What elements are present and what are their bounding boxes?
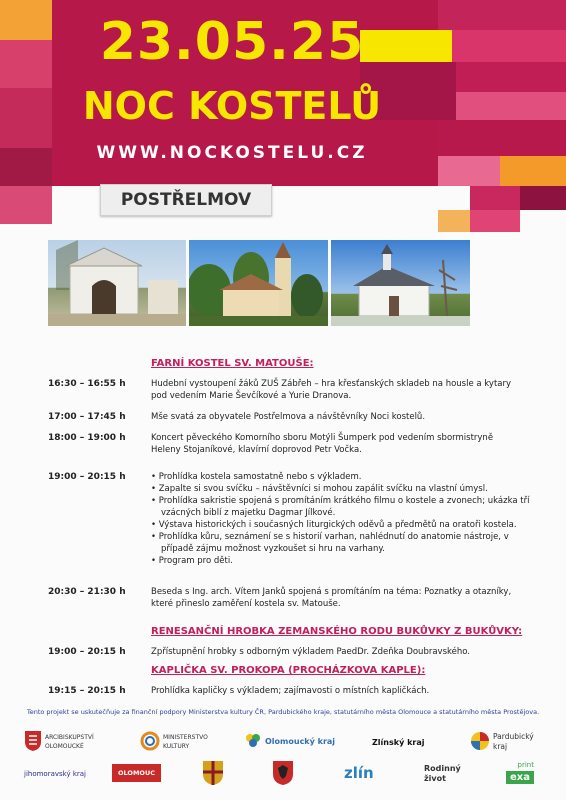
decor-square <box>456 62 566 92</box>
decor-square <box>0 40 52 88</box>
logo-text: exa <box>506 771 534 784</box>
decor-square <box>500 156 566 186</box>
description-line: Koncert pěveckého Komorního sboru Motýli Šumperk pod vedením sbormistryně <box>151 433 494 443</box>
logo-text: Zlínský kraj <box>372 738 425 747</box>
logo-zlin <box>344 764 374 782</box>
logo-text: život <box>424 774 446 783</box>
time-slot: 20:30 – 21:30 h <box>48 587 126 597</box>
list-item: • Program pro děti. <box>151 556 233 566</box>
chapel-winter-photo <box>331 240 470 326</box>
shield-icon <box>24 730 42 754</box>
time-slot: 16:30 – 16:55 h <box>48 379 126 389</box>
list-item: • Prohlídka sakristie spojená s promítáním krátkého filmu o kostele a zvonech; ukázka tří vzácných biblí z majetku Dagmar Jílkové. <box>151 496 530 518</box>
logo-text: ARCIBISKUPSTVÍ <box>45 734 94 741</box>
chapel-photo <box>48 240 186 326</box>
ring-icon <box>140 731 160 753</box>
coat-of-arms-icon <box>202 760 224 786</box>
description-line: Beseda s Ing. arch. Vítem Janků spojená s promítáním na téma: Poznatky a otazníky, <box>151 587 512 597</box>
decor-square <box>438 120 566 156</box>
logo-text: OLOMOUCKÉ <box>45 743 84 750</box>
description-line: Zpřístupnění hrobky s odborným výkladem PaedDr. Zdeňka Doubravského. <box>151 647 470 657</box>
section-title: RENESANČNÍ HROBKA ZEMANSKÉHO RODU BUKŮVKY Z BUKŮVKY: <box>151 626 523 637</box>
time-slot: 18:00 – 19:00 h <box>48 433 126 443</box>
event-date: 23.05.25 <box>99 12 365 72</box>
decor-square <box>470 186 520 210</box>
logo-archdiocese <box>24 730 94 754</box>
logo-zlinsky-kraj <box>372 738 424 747</box>
program-bullet-list <box>151 471 536 567</box>
logo-text: print <box>517 761 534 769</box>
section-title: KAPLIČKA SV. PROKOPA (PROCHÁZKOVA KAPLE): <box>151 665 426 676</box>
program-description <box>151 411 536 423</box>
logo-olomoucky-kraj <box>244 732 335 750</box>
description-line: Mše svatá za obyvatele Postřelmova a návštěvníky Noci kostelů. <box>151 412 426 422</box>
description-line: Heleny Stojaníkové, klavírní doprovod Petr Vočka. <box>151 445 362 455</box>
section-title: FARNÍ KOSTEL SV. MATOUŠE: <box>151 358 314 369</box>
description-line: které přineslo zaměření kostela sv. Matouše. <box>151 599 341 609</box>
event-title: NOC KOSTELŮ <box>82 84 382 128</box>
church-photo <box>189 240 328 326</box>
decor-square <box>0 148 52 186</box>
eagle-emblem-icon <box>272 760 294 786</box>
logo-text: OLOMOUC <box>112 764 161 782</box>
decor-square <box>0 0 52 40</box>
time-slot: 19:00 – 20:15 h <box>48 472 126 482</box>
program-description <box>151 432 536 456</box>
logo-text: jihomoravský kraj <box>24 770 87 778</box>
funding-note: Tento projekt se uskutečňuje za finanční podpory Ministerstva kultury ČR, Pardubického kraje, statutárního města Olomouce a statutárního města Prostějova. <box>26 708 540 716</box>
program-description <box>151 646 536 658</box>
time-slot: 19:15 – 20:15 h <box>48 686 126 696</box>
description-line: Prohlídka kapličky s výkladem; zajímavosti o místních kapličkách. <box>151 686 430 696</box>
decor-square <box>0 186 52 224</box>
program-description <box>151 685 536 697</box>
program-description <box>151 378 536 402</box>
decor-square <box>438 156 500 186</box>
header-banner <box>0 0 566 235</box>
list-item: • Výstava historických i současných liturgických oděvů a předmětů na oratoři kostela. <box>151 520 517 530</box>
decor-square <box>452 30 566 62</box>
description-line: Hudební vystoupení žáků ZUŠ Zábřeh – hra křesťanských skladeb na housle a kytary <box>151 379 512 389</box>
decor-square <box>456 92 566 120</box>
logo-olomouc <box>112 764 161 782</box>
time-slot: 17:00 – 17:45 h <box>48 412 126 422</box>
logo-text: MINISTERSTVO <box>163 734 208 741</box>
logo-text: Rodinný <box>424 764 461 773</box>
flower-icon <box>244 732 262 750</box>
list-item: • Prohlídka kůru, seznámení se s historií varhan, nahlédnutí do anatomie nástroje, v případě zájmu možnost vyzkoušet si hru na varhany. <box>151 532 509 554</box>
logo-pardubicky-kraj <box>470 731 534 753</box>
logo-text: Olomoucký kraj <box>265 736 336 746</box>
logo-text: zlín <box>344 764 374 782</box>
list-item: • Zapalte si svou svíčku – návštěvníci si mohou zapálit svíčku na vlastní úmysl. <box>151 484 488 494</box>
logo-text: kraj <box>493 742 508 751</box>
list-item: • Prohlídka kostela samostatně nebo s výkladem. <box>151 472 362 482</box>
emblem-icon <box>470 731 490 753</box>
logo-rodinny-zivot <box>424 764 461 784</box>
decor-square <box>0 88 52 148</box>
place-label: POSTŘELMOV <box>100 184 272 216</box>
description-line: pod vedením Marie Ševčíkové a Yurie Dranova. <box>151 391 352 401</box>
logo-ministry <box>140 731 208 753</box>
decor-square <box>438 210 470 232</box>
logo-text: KULTURY <box>163 743 190 750</box>
logo-jihomoravsky-kraj <box>24 770 86 778</box>
logo-print-exa <box>506 760 534 784</box>
event-url[interactable]: WWW.NOCKOSTELU.CZ <box>96 143 368 163</box>
decor-square <box>470 210 520 232</box>
time-slot: 19:00 – 20:15 h <box>48 647 126 657</box>
decor-square <box>520 186 566 210</box>
logo-text: Pardubický <box>493 732 534 741</box>
program-description <box>151 586 536 610</box>
decor-square <box>438 0 566 30</box>
